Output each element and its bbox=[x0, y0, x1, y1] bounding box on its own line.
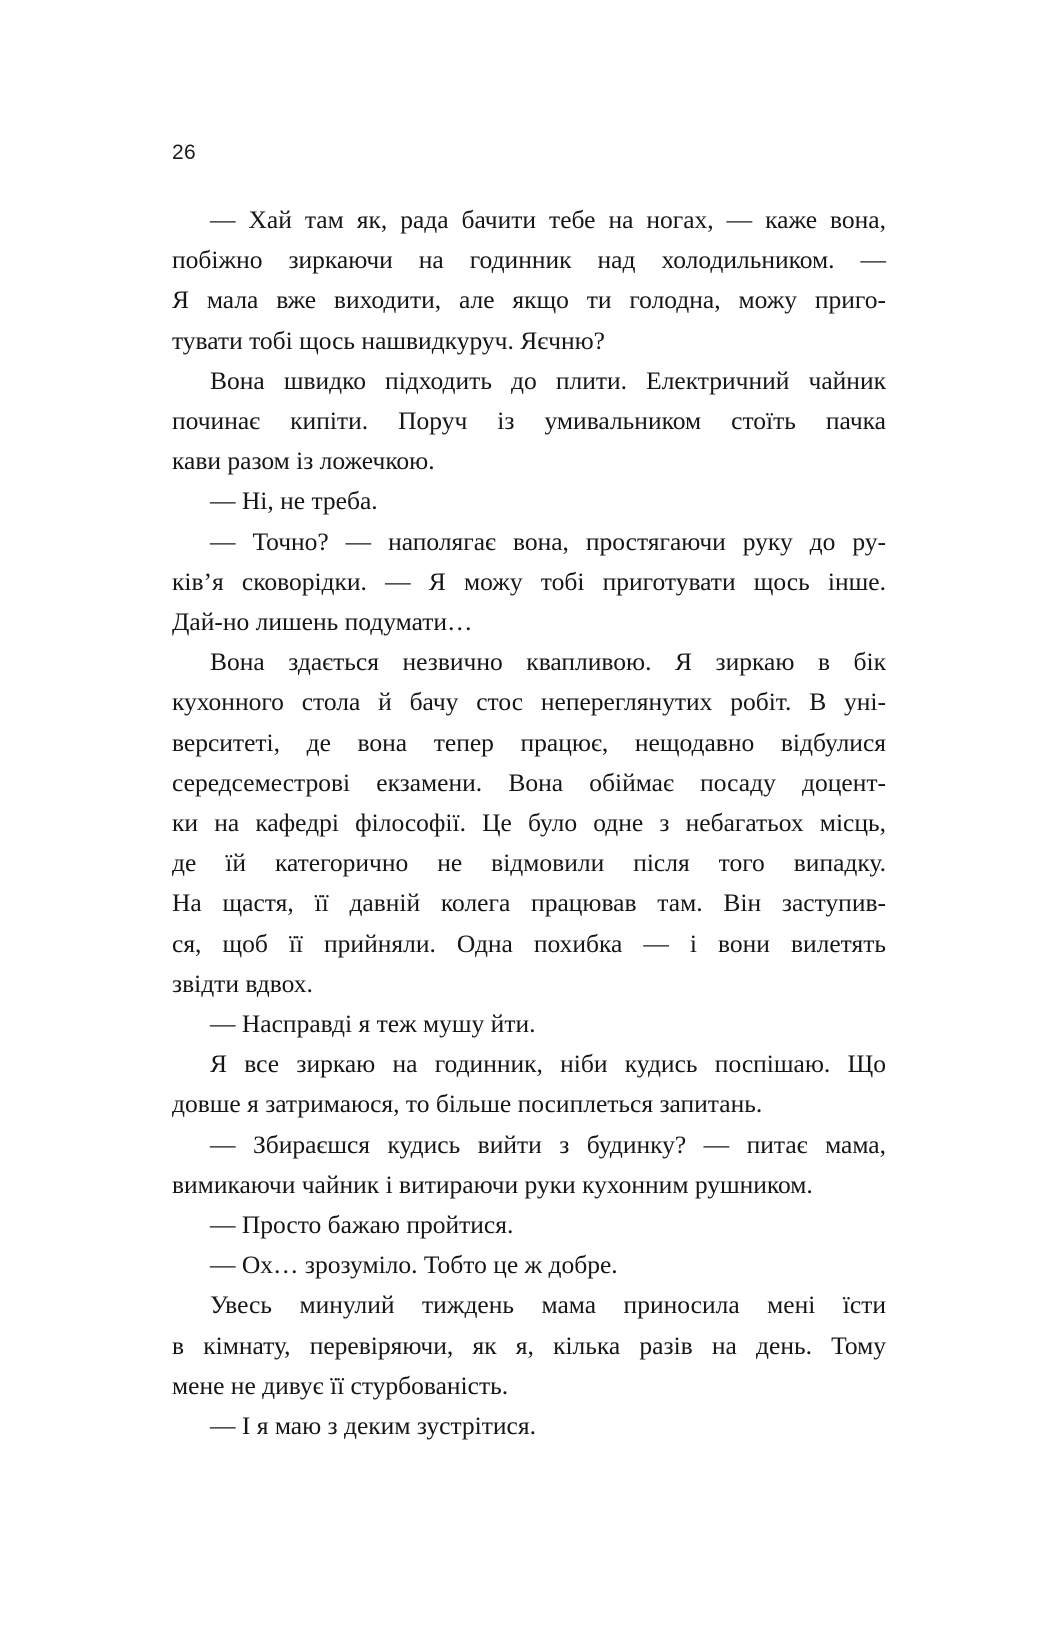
text-line: — Ні, не треба. bbox=[210, 486, 378, 516]
text-line: мене не дивує її стурбованість. bbox=[172, 1370, 509, 1400]
text-line: — Точно? — наполягає вона, простягаючи руку до ру- bbox=[210, 526, 886, 556]
text-line: середсеместрові екзамени. Вона обіймає посаду доцент- bbox=[172, 767, 886, 797]
paragraph bbox=[172, 481, 886, 521]
text-line: тувати тобі щось нашвидкуруч. Яєчню? bbox=[172, 325, 605, 355]
text-line: кави разом із ложечкою. bbox=[172, 446, 435, 476]
text-line: — Ох… зрозуміло. Тобто це ж добре. bbox=[210, 1250, 618, 1280]
paragraph bbox=[172, 1205, 886, 1245]
text-line: Увесь минулий тиждень мама приносила мені їсти bbox=[210, 1290, 886, 1320]
text-line: ся, щоб її прийняли. Одна похибка — і вони вилетять bbox=[172, 928, 886, 958]
text-line: — Насправді я теж мушу йти. bbox=[210, 1009, 536, 1039]
paragraph bbox=[172, 200, 886, 361]
paragraph bbox=[172, 642, 886, 1004]
text-line: — Збираєшся кудись вийти з будинку? — питає мама, bbox=[210, 1129, 886, 1159]
paragraph bbox=[172, 522, 886, 643]
page-number: 26 bbox=[172, 141, 196, 164]
paragraph bbox=[172, 1245, 886, 1285]
text-line: — І я маю з деким зустрітися. bbox=[210, 1411, 536, 1441]
paragraph bbox=[172, 1125, 886, 1205]
text-line: Вона швидко підходить до плити. Електричний чайник bbox=[210, 365, 886, 395]
text-line: Вона здається незвично квапливою. Я зиркаю в бік bbox=[210, 647, 886, 677]
text-line: вимикаючи чайник і витираючи руки кухонним рушником. bbox=[172, 1169, 813, 1199]
text-line: де їй категорично не відмовили після того випадку. bbox=[172, 848, 886, 878]
text-line: — Просто бажаю пройтися. bbox=[210, 1210, 514, 1240]
paragraph bbox=[172, 1406, 886, 1446]
text-line: побіжно зиркаючи на годинник над холодильником. — bbox=[172, 245, 886, 275]
text-line: На щастя, її давній колега працював там. Він заступив- bbox=[172, 888, 886, 918]
paragraph bbox=[172, 1004, 886, 1044]
text-line: Дай-но лишень подумати… bbox=[172, 607, 473, 637]
body-text-block bbox=[172, 200, 886, 1446]
paragraph bbox=[172, 361, 886, 482]
text-line: Я мала вже виходити, але якщо ти голодна, можу приго- bbox=[172, 285, 886, 315]
paragraph bbox=[172, 1285, 886, 1406]
text-line: довше я затримаюся, то більше посиплеться запитань. bbox=[172, 1089, 763, 1119]
text-line: ків’я сковорідки. — Я можу тобі приготувати щось інше. bbox=[172, 566, 886, 596]
text-line: кухонного стола й бачу стос непереглянутих робіт. В уні- bbox=[172, 687, 886, 717]
text-line: ки на кафедрі філософії. Це було одне з небагатьох місць, bbox=[172, 808, 886, 838]
text-line: Я все зиркаю на годинник, ніби кудись поспішаю. Що bbox=[210, 1049, 886, 1079]
text-line: — Хай там як, рада бачити тебе на ногах, — каже вона, bbox=[210, 205, 886, 234]
paragraph bbox=[172, 1044, 886, 1124]
text-line: звідти вдвох. bbox=[172, 968, 313, 998]
text-line: верситеті, де вона тепер працює, нещодавно відбулися bbox=[172, 727, 886, 757]
text-line: в кімнату, перевіряючи, як я, кілька разів на день. Тому bbox=[172, 1330, 886, 1360]
text-line: починає кипіти. Поруч із умивальником стоїть пачка bbox=[172, 406, 886, 436]
